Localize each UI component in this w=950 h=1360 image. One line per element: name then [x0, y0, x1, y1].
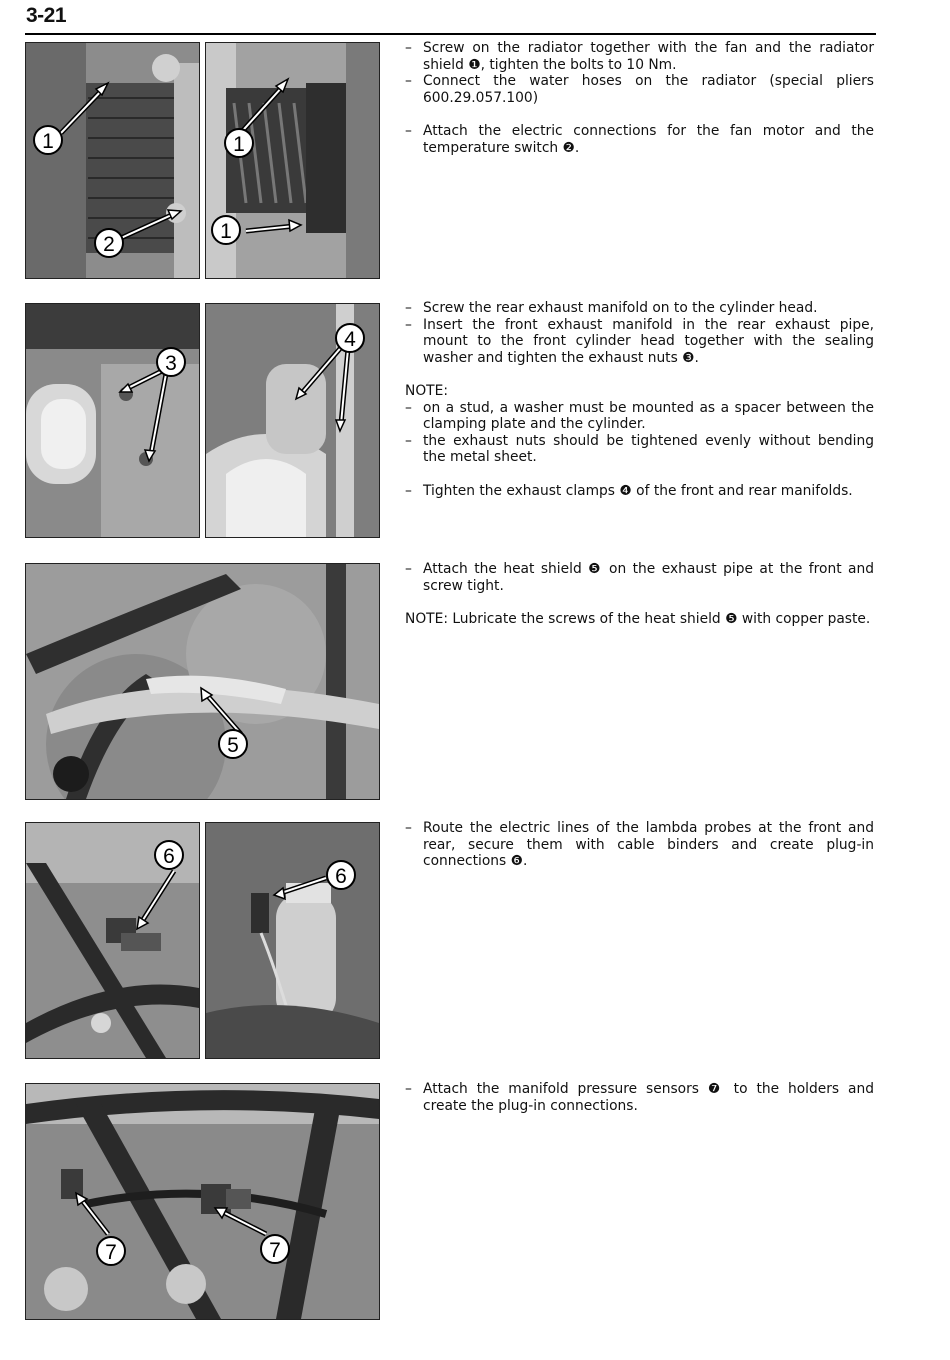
callout-7: 7 — [269, 1239, 281, 1262]
callout-5: 5 — [227, 734, 239, 757]
note-heading: NOTE: — [405, 382, 448, 399]
instruction-item: – Screw on the radiator together with the fan and the radiator shield ❶, tighten the bolts to 10 Nm. — [405, 40, 874, 73]
callout-2: 2 — [103, 233, 115, 256]
instruction-item: – Attach the heat shield ❺ on the exhaust pipe at the front and screw tight. — [405, 561, 874, 594]
page-number: 3-21 — [26, 4, 67, 27]
callout-6: 6 — [163, 845, 175, 868]
section-2-text — [405, 300, 874, 499]
photo-radiator-left — [25, 42, 200, 279]
section-4-text — [405, 820, 874, 870]
section-3-text — [405, 561, 874, 627]
callout-1: 1 — [220, 220, 232, 243]
callout-7: 7 — [105, 1241, 117, 1264]
note-item: – the exhaust nuts should be tightened evenly without bending the metal sheet. — [405, 433, 874, 466]
header-rule — [25, 33, 876, 35]
photo-exhaust-clamps — [205, 303, 380, 538]
callout-6: 6 — [335, 865, 347, 888]
instruction-item: – Connect the water hoses on the radiator (special pliers 600.29.057.100) — [405, 73, 874, 106]
instruction-item: – Insert the front exhaust manifold in the rear exhaust pipe, mount to the front cylinder head together with the sealing washer and tighten the exhaust nuts ❸. — [405, 317, 874, 367]
instruction-item: – Attach the manifold pressure sensors ❼ to the holders and create the plug-in connections. — [405, 1081, 874, 1114]
note-text: NOTE: Lubricate the screws of the heat shield ❺ with copper paste. — [405, 610, 871, 627]
photo-heat-shield — [25, 563, 380, 800]
callout-1: 1 — [42, 130, 54, 153]
instruction-item: – Route the electric lines of the lambda probes at the front and rear, secure them with cable binders and create plug-in connections ❻. — [405, 820, 874, 870]
photo-lambda-front — [25, 822, 200, 1059]
photo-exhaust-nuts — [25, 303, 200, 538]
section-5-text — [405, 1081, 874, 1114]
section-1-text — [405, 40, 874, 156]
photo-pressure-sensors — [25, 1083, 380, 1320]
callout-3: 3 — [165, 352, 177, 375]
instruction-item: – Attach the electric connections for the fan motor and the temperature switch ❷. — [405, 123, 874, 156]
note-item: – on a stud, a washer must be mounted as a spacer between the clamping plate and the cylinder. — [405, 400, 874, 433]
instruction-item: – Screw the rear exhaust manifold on to the cylinder head. — [405, 300, 874, 317]
photo-lambda-rear — [205, 822, 380, 1059]
instruction-item: – Tighten the exhaust clamps ❹ of the front and rear manifolds. — [405, 483, 874, 500]
callout-1: 1 — [233, 133, 245, 156]
callout-4: 4 — [344, 328, 356, 351]
photo-radiator-right — [205, 42, 380, 279]
